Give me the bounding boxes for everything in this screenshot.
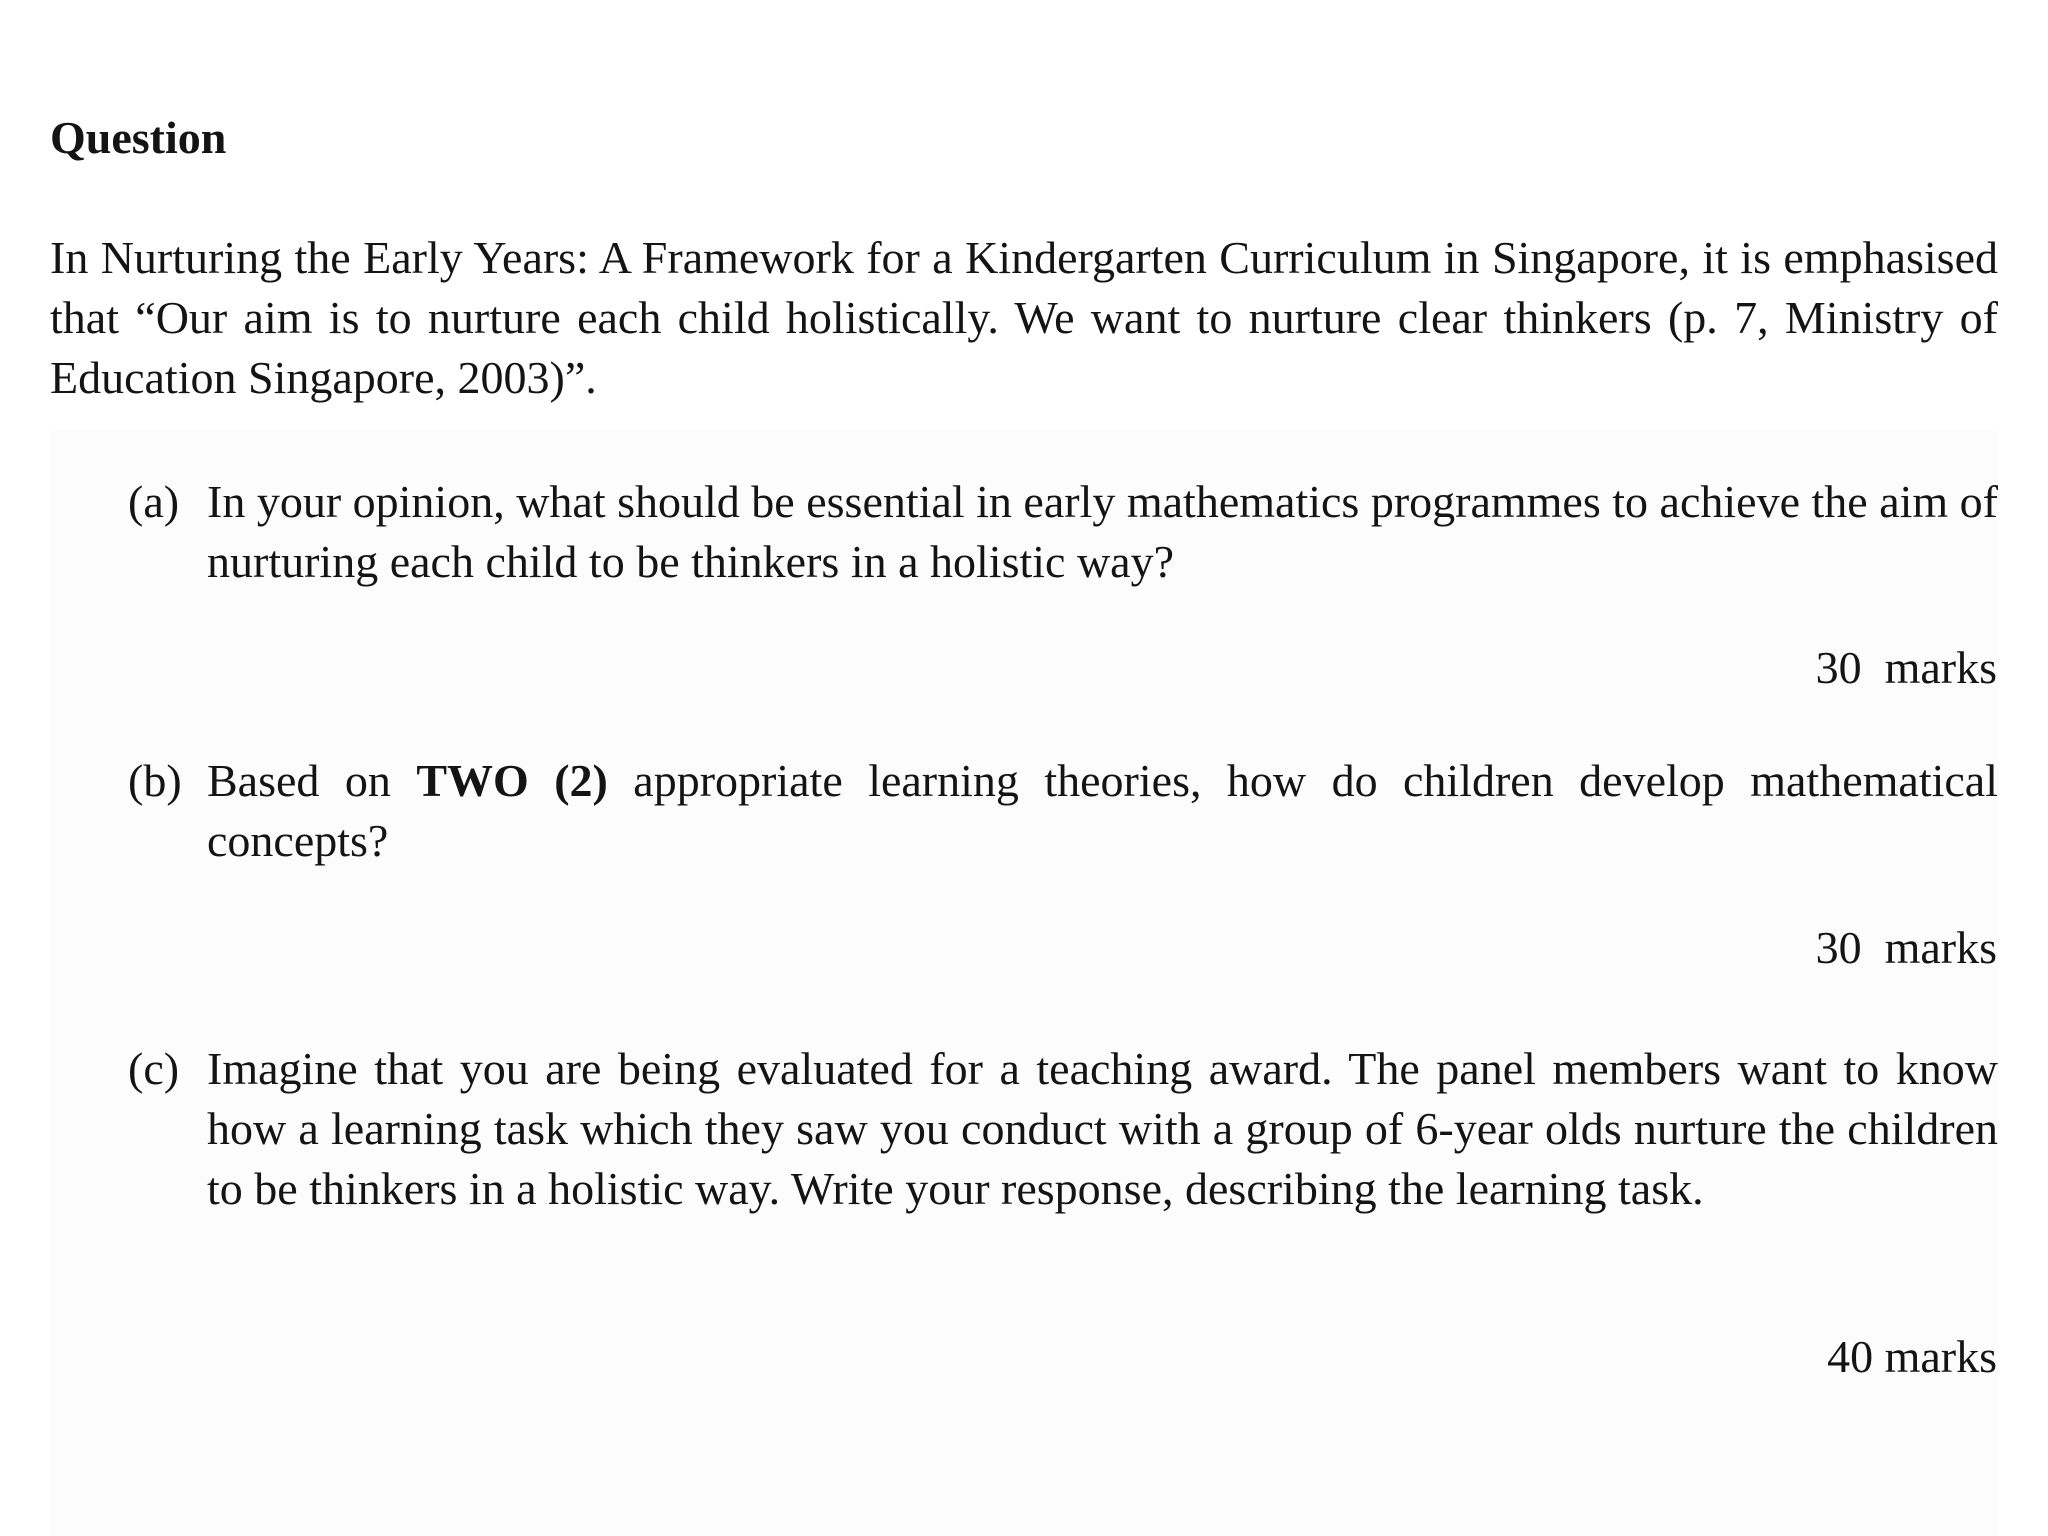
part-c-label: (c) [128,1043,180,1094]
question-part-c [128,1039,1998,1219]
question-part-a [128,472,1998,592]
question-intro: In Nurturing the Early Years: A Framework for a Kindergarten Curriculum in Singapore, it is emphasised that “Our aim is to nurture each child holistically. We want to nurture clear thinkers (p. 7, Ministry of Education Singapore, 2003)”. [50,232,1998,403]
part-b-text-start: Based on [207,755,417,806]
part-c-text: Imagine that you are being evaluated for a teaching award. The panel members want to know how a learning task which they saw you conduct with a group of 6-year olds nurture the children to be thinkers in a holistic way. Write your response, describing the learning task. [207,1043,1998,1214]
question-heading: Question [50,112,227,163]
page-shading [49,430,1999,1536]
part-b-emphasis: TWO (2) [416,755,608,806]
part-b-text [207,751,1998,871]
part-b-text-end: appropriate learning theories, how do children develop mathematical concepts? [207,755,1998,866]
part-a-marks: 30 marks [1815,642,1997,693]
part-b-label: (b) [128,755,182,806]
question-part-b [128,751,1998,871]
part-c-marks: 40 marks [1827,1331,1997,1382]
part-a-label: (a) [128,476,180,527]
part-a-text: In your opinion, what should be essential in early mathematics programmes to achieve the aim of nurturing each child to be thinkers in a holistic way? [207,476,1998,587]
part-b-marks: 30 marks [1815,922,1997,973]
